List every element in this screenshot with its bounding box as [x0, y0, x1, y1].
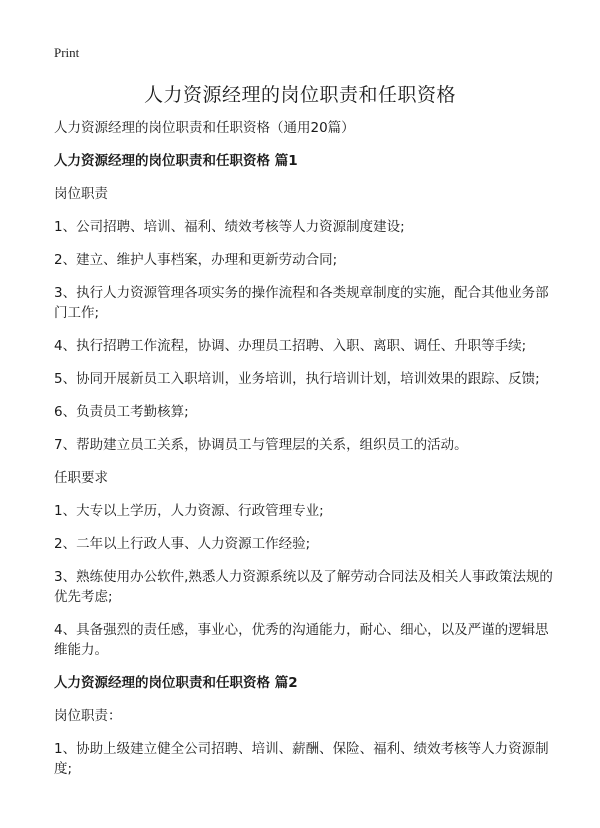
list-item: 1、公司招聘、培训、福利、绩效考核等人力资源制度建设; — [54, 219, 405, 235]
list-item: 1、大专以上学历，人力资源、行政管理专业; — [54, 503, 324, 519]
list-item: 4、执行招聘工作流程，协调、办理员工招聘、入职、离职、调任、升职等手续; — [54, 338, 527, 354]
list-item: 2、二年以上行政人事、人力资源工作经验; — [54, 536, 311, 552]
section-heading: 人力资源经理的岗位职责和任职资格 篇1 — [54, 153, 298, 169]
duties-label: 岗位职责 — [54, 186, 108, 202]
list-item: 6、负责员工考勤核算; — [54, 404, 189, 420]
list-item: 7、帮助建立员工关系，协调员工与管理层的关系，组织员工的活动。 — [54, 437, 468, 453]
list-item: 3、执行人力资源管理各项实务的操作流程和各类规章制度的实施，配合其他业务部门工作; — [54, 285, 549, 321]
requirements-list — [54, 501, 554, 660]
section-heading: 人力资源经理的岗位职责和任职资格 篇2 — [54, 675, 298, 691]
duties-list — [54, 217, 554, 455]
page-title: 人力资源经理的岗位职责和任职资格 — [143, 84, 456, 106]
duties-list — [54, 739, 554, 779]
document-subtitle: 人力资源经理的岗位职责和任职资格（通用20篇） — [54, 120, 355, 136]
list-item: 5、协同开展新员工入职培训，业务培训，执行培训计划，培训效果的跟踪、反馈; — [54, 371, 540, 387]
duties-label: 岗位职责： — [54, 708, 122, 724]
section-2 — [54, 673, 554, 779]
list-item: 1、协助上级建立健全公司招聘、培训、薪酬、保险、福利、绩效考核等人力资源制度; — [54, 741, 549, 777]
list-item: 4、具备强烈的责任感，事业心，优秀的沟通能力，耐心、细心，以及严谨的逻辑思维能力。 — [54, 622, 549, 658]
requirements-label: 任职要求 — [54, 470, 108, 486]
list-item: 2、建立、维护人事档案，办理和更新劳动合同; — [54, 252, 338, 268]
print-label: Print — [54, 45, 80, 60]
document-body — [54, 118, 554, 792]
list-item: 3、熟练使用办公软件,熟悉人力资源系统以及了解劳动合同法及相关人事政策法规的优先考虑; — [54, 569, 553, 605]
section-1 — [54, 151, 554, 660]
